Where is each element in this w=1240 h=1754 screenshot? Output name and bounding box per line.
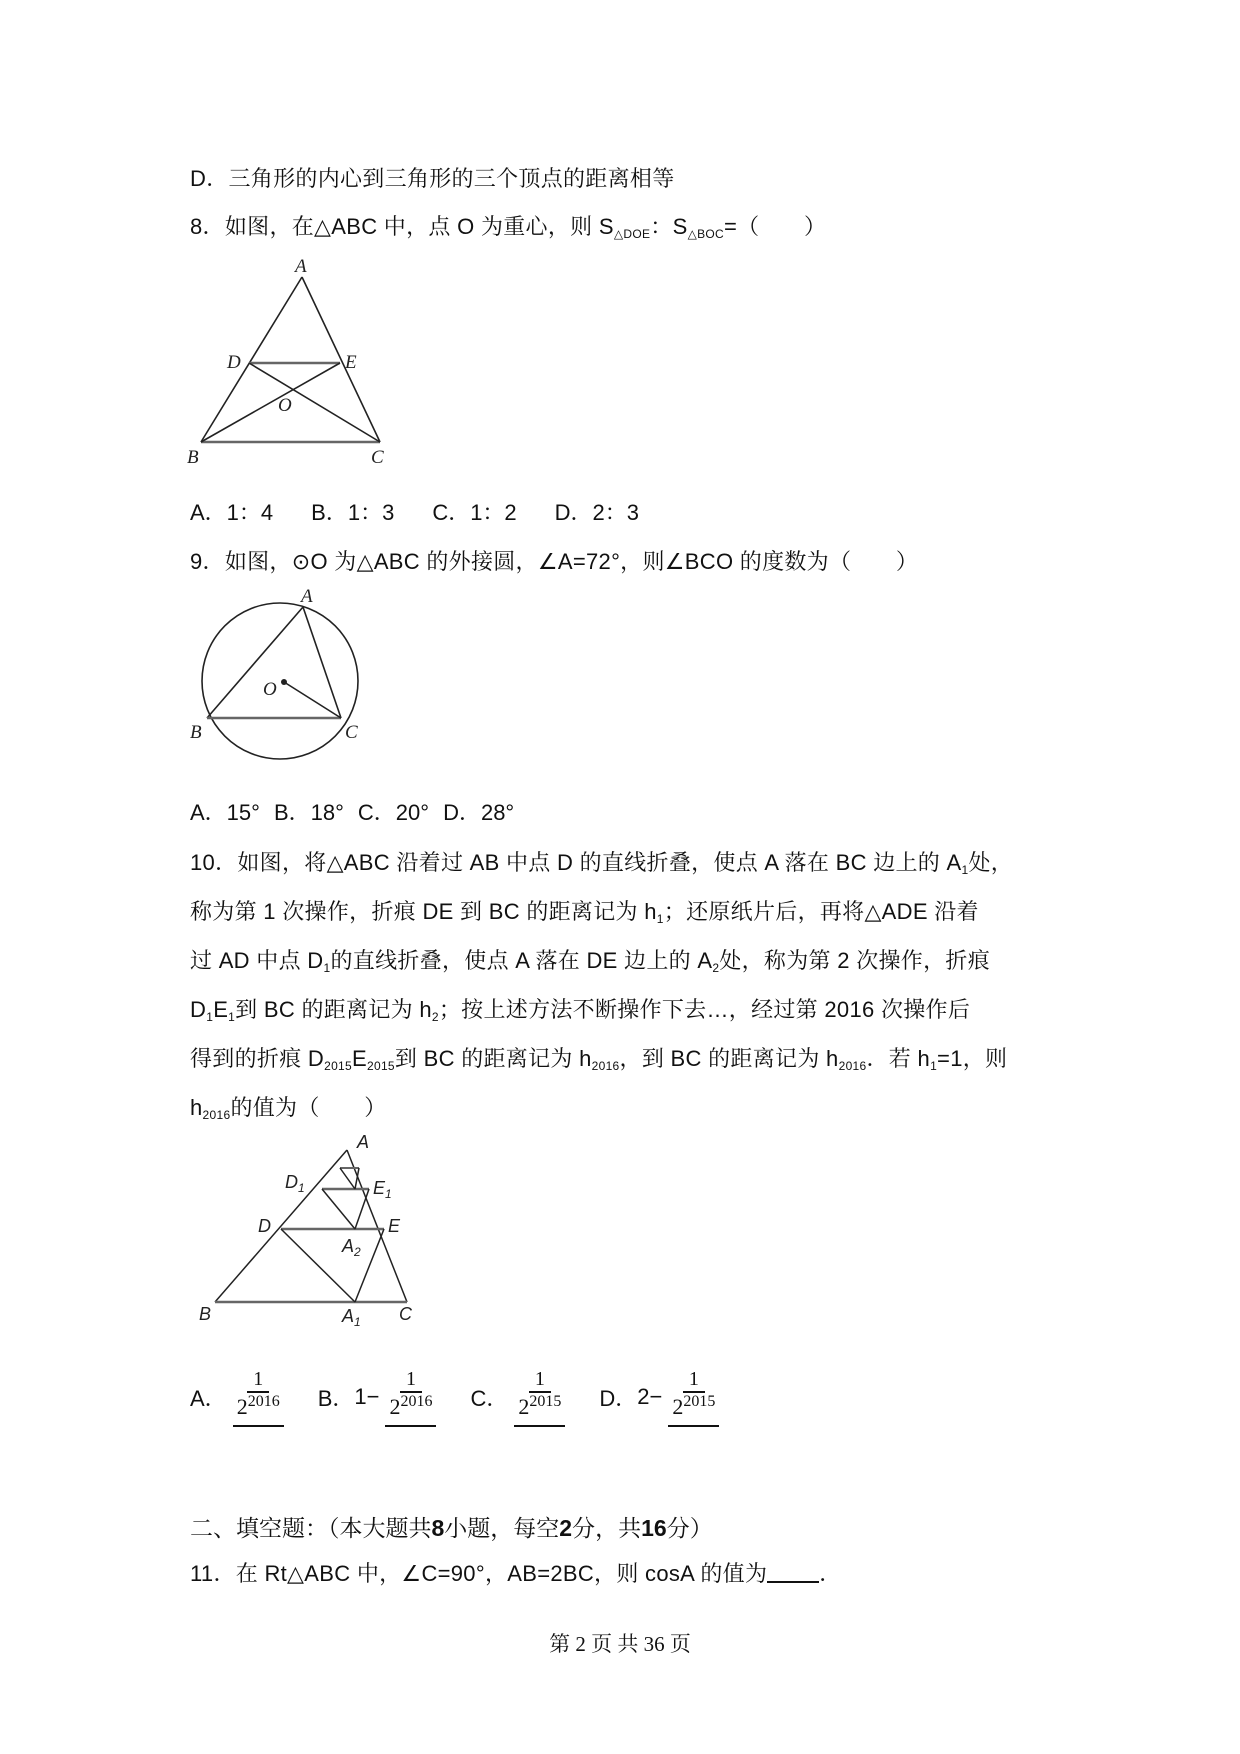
q10-line-2: [190, 897, 979, 927]
denominator: $2^{2015}$: [514, 1393, 565, 1427]
q10-line4-sub3: 2: [431, 1010, 439, 1024]
question-count: 8: [431, 1515, 445, 1541]
denominator: $2^{2016}$: [385, 1393, 436, 1427]
q10-line2-sub: 1: [656, 912, 664, 926]
total-points: 16: [641, 1515, 667, 1541]
q10-line5-mid1: 到 BC 的距离记为 h: [394, 1046, 592, 1071]
q8-option-b[interactable]: B．1：3: [311, 500, 395, 525]
option-lead: 2−: [637, 1384, 663, 1409]
q9-label-b: B: [190, 722, 202, 743]
option-prefix: A．: [190, 1385, 227, 1411]
q10-line-4: [190, 995, 970, 1025]
fraction: [385, 1367, 436, 1427]
page-footer: 第 2 页 共 36 页: [549, 1632, 691, 1656]
section-title-c: 分，共: [572, 1515, 642, 1541]
q10-line4-sub1: 1: [206, 1010, 214, 1024]
q10-line1-end: 处，: [968, 850, 1014, 875]
q9-option-a[interactable]: A．15°: [190, 800, 260, 825]
q9-options: [190, 798, 552, 828]
q10-line-1: [190, 848, 1013, 878]
numerator: 1: [529, 1367, 551, 1393]
section-title-a: 二、填空题：（本大题共: [190, 1515, 432, 1541]
q8-stem: [190, 212, 826, 242]
q10-line5-sub1: 2015: [324, 1059, 353, 1073]
section-2-heading: [190, 1510, 713, 1543]
q10-line5-sub5: 1: [930, 1059, 938, 1073]
q9-figure: [185, 585, 375, 770]
q8-figure: [185, 252, 385, 474]
q10-line4-sub2: 1: [228, 1010, 236, 1024]
q10-line3-sub2: 2: [712, 961, 720, 975]
q9-label-o: O: [263, 679, 277, 700]
q11-text: 11．在 Rt△ABC 中，∠C=90°，AB=2BC，则 cosA 的值为: [190, 1561, 768, 1586]
q10-line1-sub: 1: [961, 863, 969, 877]
q10-line3-mid: 的直线折叠，使点 A 落在 DE 边上的 A: [330, 948, 713, 973]
q8-label-o: O: [278, 395, 292, 416]
q8-options: [190, 498, 677, 528]
q10-line4-end: ；按上述方法不断操作下去…，经过第 2016 次操作后: [438, 997, 971, 1022]
fraction: [233, 1367, 284, 1427]
q8-stem-b: =（ ）: [724, 214, 827, 239]
q10-line5-end: =1，则: [937, 1046, 1008, 1071]
fraction: [668, 1367, 719, 1427]
q10-label-a: A: [357, 1132, 370, 1152]
q10-figure: [185, 1132, 415, 1337]
q10-line5-sub3: 2016: [591, 1059, 620, 1073]
q11-stem: [190, 1559, 842, 1589]
q11-end: ．: [819, 1561, 842, 1586]
fraction: [514, 1367, 565, 1427]
q8-option-d[interactable]: D．2：3: [554, 500, 640, 525]
q10-line1-text: 10．如图，将△ABC 沿着过 AB 中点 D 的直线折叠，使点 A 落在 BC 边上的 A: [190, 850, 962, 875]
q9-label-a: A: [301, 586, 313, 607]
denominator: $2^{2015}$: [668, 1393, 719, 1427]
q10-line6-sub: 2016: [202, 1108, 231, 1122]
q10-label-a2: $A_2$: [342, 1236, 361, 1259]
numerator: 1: [247, 1367, 269, 1393]
q10-label-a1: $A_1$: [342, 1306, 361, 1329]
q10-line6-h: h: [190, 1095, 203, 1120]
q10-line4-e: E: [213, 997, 229, 1022]
q10-line6-end: 的值为（ ）: [230, 1095, 387, 1120]
numerator: 1: [683, 1367, 705, 1393]
q10-label-e1: $E_1$: [373, 1178, 392, 1201]
q10-line5-e: E: [352, 1046, 367, 1071]
q10-line2-end: ；还原纸片后，再将△ADE 沿着: [663, 899, 979, 924]
q8-label-e: E: [345, 352, 357, 373]
q10-option-c[interactable]: [470, 1367, 565, 1427]
section-title-b: 小题，每空: [444, 1515, 560, 1541]
q8-label-d: D: [227, 352, 241, 373]
q10-line-3: [190, 946, 990, 976]
q10-option-b[interactable]: [318, 1367, 437, 1427]
q10-line5-text: 得到的折痕 D: [190, 1046, 325, 1071]
q10-line-6: [190, 1093, 387, 1123]
q9-stem: 9．如图，⊙O 为△ABC 的外接圆，∠A=72°，则∠BCO 的度数为（ ）: [190, 549, 919, 574]
q10-label-e: E: [388, 1216, 401, 1236]
q8-label-a: A: [295, 256, 307, 277]
q8-stem-a: 如图，在△ABC 中，点 O 为重心，则 S: [224, 214, 614, 239]
q10-label-d: D: [258, 1216, 271, 1236]
q10-line5-mid2: ，到 BC 的距离记为 h: [619, 1046, 839, 1071]
option-prefix: B．: [317, 1385, 355, 1411]
q9-label-c: C: [345, 722, 358, 743]
q10-line3-sub1: 1: [323, 961, 331, 975]
option-prefix: D．: [599, 1385, 638, 1411]
q8-number: 8．: [190, 214, 225, 239]
q9-option-c[interactable]: C．20°: [357, 800, 430, 825]
q10-label-c: C: [399, 1304, 412, 1324]
q8-label-c: C: [371, 447, 384, 468]
denominator: $2^{2016}$: [233, 1393, 284, 1427]
points-each: 2: [559, 1515, 573, 1541]
q10-line5-sub4: 2016: [838, 1059, 867, 1073]
q9-option-b[interactable]: B．18°: [273, 800, 344, 825]
option-lead: 1−: [354, 1384, 380, 1409]
q10-line3-end: 处，称为第 2 次操作，折痕: [719, 948, 990, 973]
q10-line2-text: 称为第 1 次操作，折痕 DE 到 BC 的距离记为 h: [190, 899, 657, 924]
q10-option-d[interactable]: [599, 1367, 719, 1427]
q10-line3-text: 过 AD 中点 D: [190, 948, 324, 973]
q10-label-b: B: [199, 1304, 212, 1324]
q8-colon: ：S: [650, 214, 688, 239]
q10-line-5: [190, 1044, 1007, 1074]
q8-option-c[interactable]: C．1：2: [432, 500, 517, 525]
q8-option-a[interactable]: A．1：4: [190, 500, 274, 525]
section-title-d: 分）: [666, 1515, 713, 1541]
q7-option-d: D．三角形的内心到三角形的三个顶点的距离相等: [190, 166, 675, 191]
q10-line5-sub2: 2015: [367, 1059, 395, 1073]
numerator: 1: [400, 1367, 422, 1393]
q8-label-b: B: [187, 447, 199, 468]
q10-line4-text: 到 BC 的距离记为 h: [235, 997, 432, 1022]
q10-line5-mid3: ．若 h: [866, 1046, 931, 1071]
q9-option-d[interactable]: D．28°: [443, 800, 515, 825]
q8-sub-boc: △BOC: [687, 227, 724, 241]
q10-option-a[interactable]: [190, 1367, 284, 1427]
option-prefix: C．: [470, 1385, 509, 1411]
q10-line4-d: D: [190, 997, 207, 1022]
q11-answer-blank[interactable]: [767, 1559, 819, 1583]
q10-options: [190, 1362, 753, 1432]
q8-sub-doe: △DOE: [613, 227, 651, 241]
q10-label-d1: $D_1$: [285, 1172, 305, 1195]
